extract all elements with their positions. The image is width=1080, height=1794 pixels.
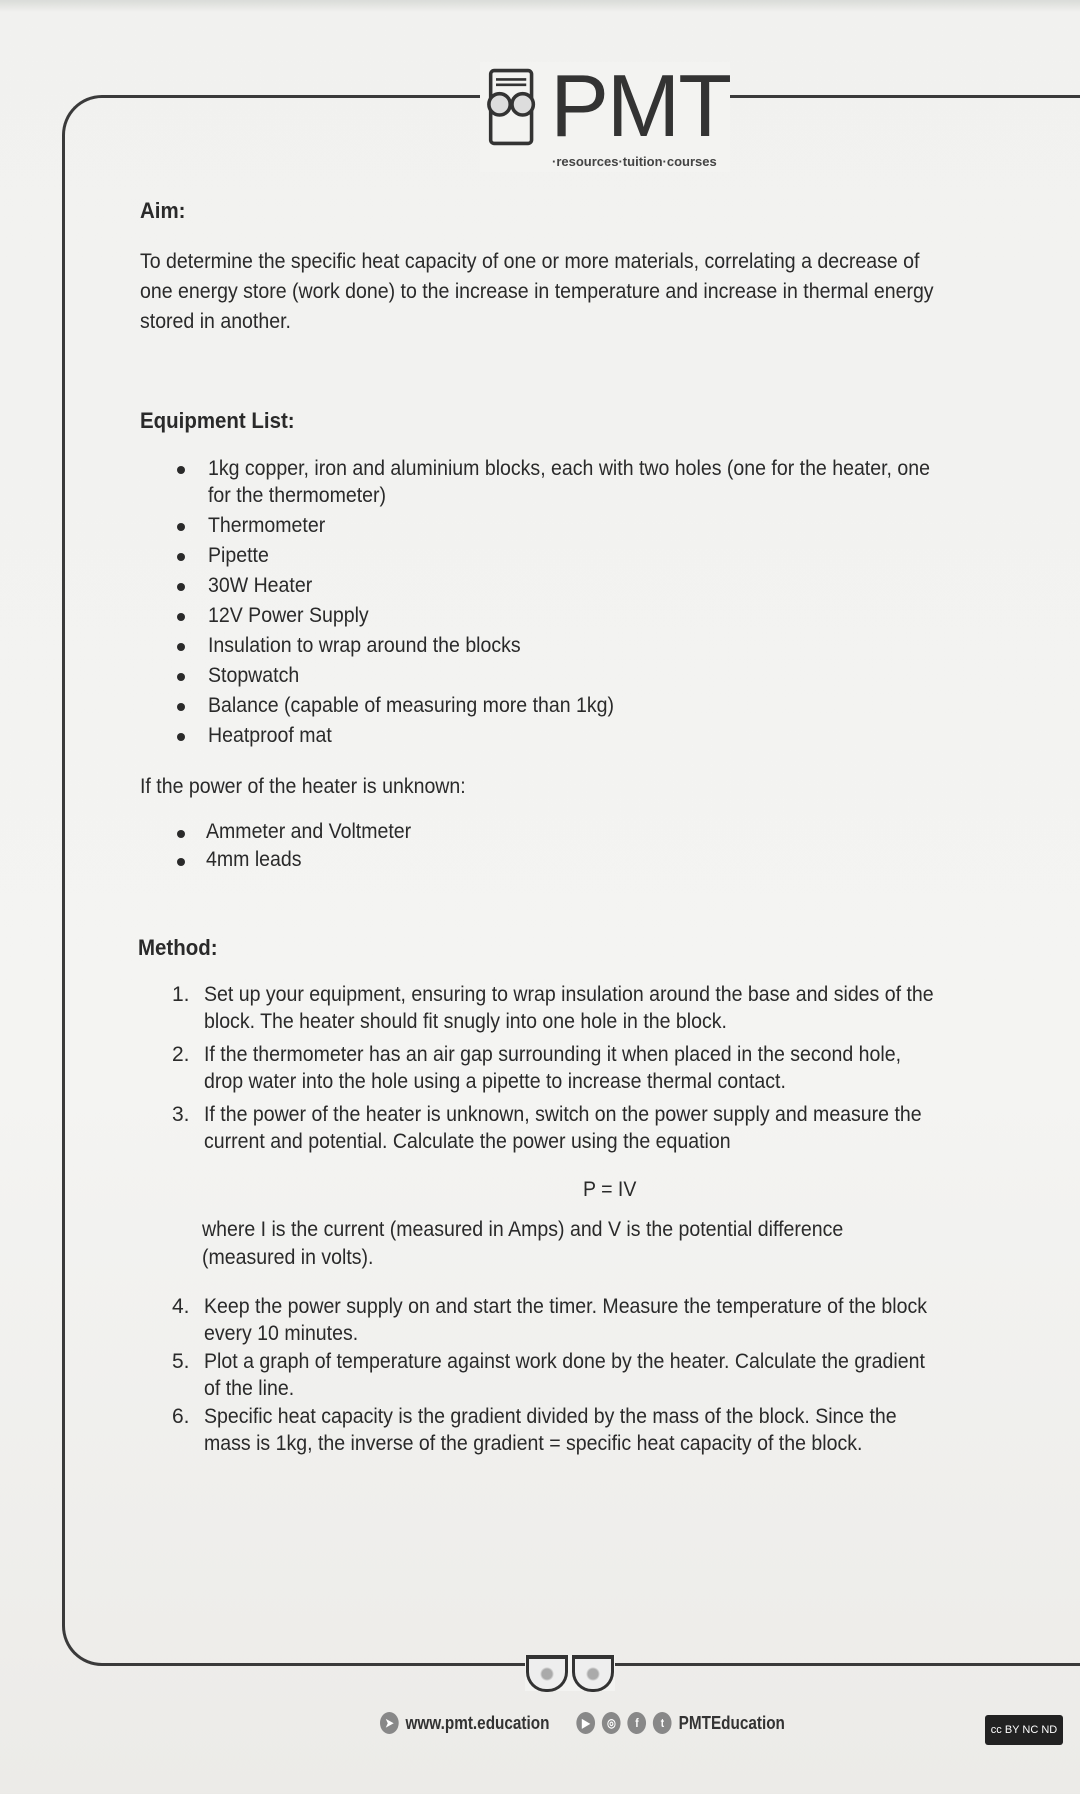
bullet xyxy=(177,466,185,474)
equipment-extra-item: Ammeter and Voltmeter xyxy=(206,820,412,843)
step-text-line: drop water into the hole using a pipette to increase thermal contact. xyxy=(204,1070,786,1093)
aim-text-line: To determine the specific heat capacity of one or more materials, correlating a decrease of xyxy=(140,250,920,273)
equipment-item: Stopwatch xyxy=(208,664,300,687)
step-text-line: current and potential. Calculate the power using the equation xyxy=(204,1130,731,1153)
book-glasses-icon xyxy=(480,62,542,152)
equation-note: (measured in volts). xyxy=(202,1246,374,1269)
bullet xyxy=(177,553,185,561)
step-number: 3. xyxy=(172,1103,190,1126)
logo-text: PMT xyxy=(550,56,730,155)
equipment-item: Insulation to wrap around the blocks xyxy=(208,634,521,657)
equipment-heading: Equipment List: xyxy=(140,408,295,433)
youtube-icon[interactable]: ▶ xyxy=(577,1712,596,1734)
method-heading: Method: xyxy=(138,935,218,960)
step-number: 1. xyxy=(172,983,190,1006)
equipment-item: Thermometer xyxy=(208,514,326,537)
step-text-line: Specific heat capacity is the gradient divided by the mass of the block. Since the xyxy=(204,1405,897,1428)
bullet xyxy=(177,673,185,681)
equipment-item: for the thermometer) xyxy=(208,484,387,507)
instagram-icon[interactable]: ◎ xyxy=(602,1712,621,1734)
aim-text-line: stored in another. xyxy=(140,310,291,333)
step-text-line: If the power of the heater is unknown, switch on the power supply and measure the xyxy=(204,1103,922,1126)
step-number: 5. xyxy=(172,1350,190,1373)
bullet xyxy=(177,613,185,621)
step-number: 4. xyxy=(172,1295,190,1318)
step-text-line: Keep the power supply on and start the timer. Measure the temperature of the block xyxy=(204,1295,928,1318)
bullet xyxy=(177,703,185,711)
aim-text-line: one energy store (work done) to the increase in temperature and increase in thermal energy xyxy=(140,280,934,303)
step-text-line: If the thermometer has an air gap surrounding it when placed in the second hole, xyxy=(204,1043,902,1066)
footer-website[interactable]: www.pmt.education xyxy=(405,1712,550,1733)
bullet xyxy=(177,733,185,741)
equipment-extra-item: 4mm leads xyxy=(206,848,302,871)
step-text-line: mass is 1kg, the inverse of the gradient = specific heat capacity of the block. xyxy=(204,1432,863,1455)
bullet xyxy=(177,830,185,838)
footer-social: PMTEducation xyxy=(678,1712,785,1733)
equipment-item: Heatproof mat xyxy=(208,724,332,747)
bullet xyxy=(177,583,185,591)
step-number: 6. xyxy=(172,1405,190,1428)
equipment-item: 12V Power Supply xyxy=(208,604,369,627)
bullet xyxy=(177,523,185,531)
equipment-item: Pipette xyxy=(208,544,269,567)
equipment-item: 1kg copper, iron and aluminium blocks, each with two holes (one for the heater, one xyxy=(208,457,930,480)
equation-note: where I is the current (measured in Amps) and V is the potential difference xyxy=(202,1218,844,1241)
step-text-line: of the line. xyxy=(204,1377,295,1400)
pmt-logo xyxy=(480,56,730,172)
glasses-icon xyxy=(525,1655,615,1691)
step-text-line: block. The heater should fit snugly into one hole in the block. xyxy=(204,1010,727,1033)
equation: P = IV xyxy=(583,1178,637,1201)
twitter-icon[interactable]: t xyxy=(653,1712,672,1734)
creative-commons-badge: cc BY NC ND xyxy=(985,1715,1063,1745)
footer xyxy=(380,1712,785,1734)
equipment-item: Balance (capable of measuring more than 1kg) xyxy=(208,694,615,717)
aim-heading: Aim: xyxy=(140,198,186,223)
step-number: 2. xyxy=(172,1043,190,1066)
bullet xyxy=(177,643,185,651)
facebook-icon[interactable]: f xyxy=(628,1712,647,1734)
step-text-line: every 10 minutes. xyxy=(204,1322,359,1345)
step-text-line: Set up your equipment, ensuring to wrap insulation around the base and sides of the xyxy=(204,983,934,1006)
conditional-note: If the power of the heater is unknown: xyxy=(140,775,466,798)
cursor-icon: ➤ xyxy=(380,1712,399,1734)
bullet xyxy=(177,858,185,866)
step-text-line: Plot a graph of temperature against work done by the heater. Calculate the gradient xyxy=(204,1350,925,1373)
logo-tagline: ·resources·tuition·courses xyxy=(552,154,717,169)
equipment-item: 30W Heater xyxy=(208,574,313,597)
